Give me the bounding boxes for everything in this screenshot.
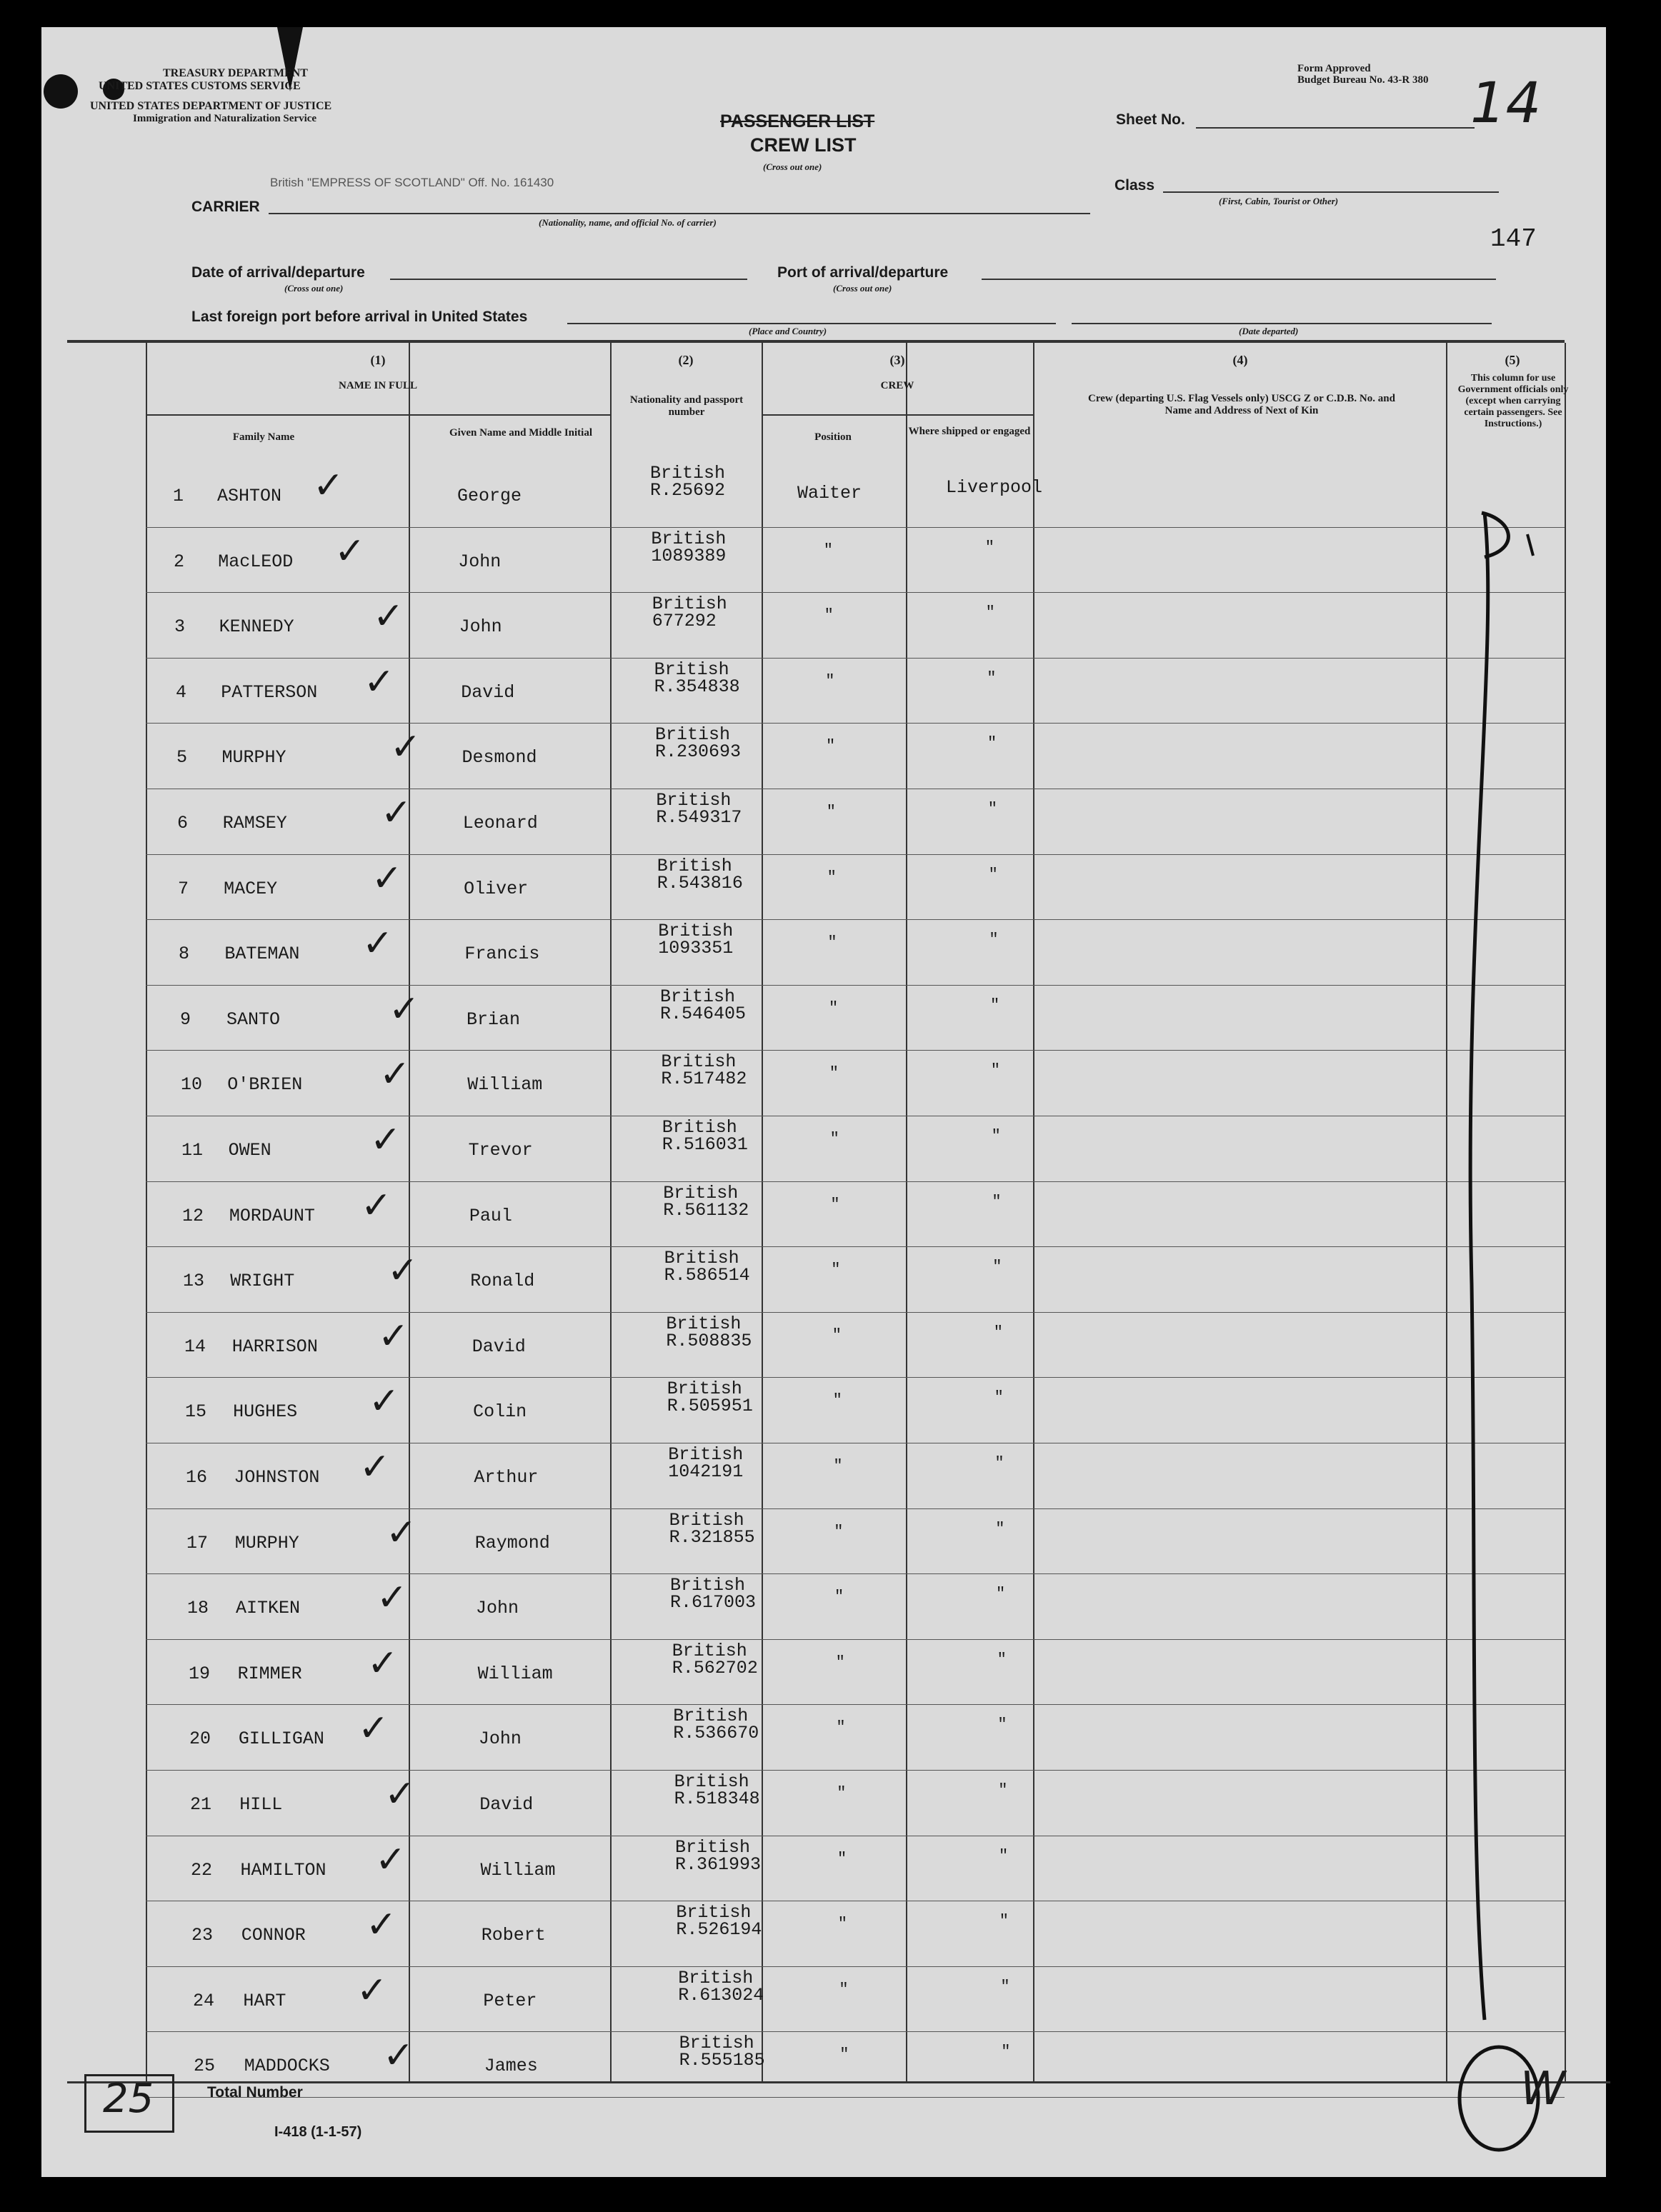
passport-number: R.516031: [662, 1134, 748, 1155]
check-mark: ✓: [373, 595, 404, 639]
where-shipped: ": [987, 669, 997, 687]
nationality: British: [675, 1836, 751, 1858]
last-port-line: [567, 323, 1056, 324]
where-shipped: ": [998, 1781, 1008, 1799]
position: ": [829, 999, 839, 1017]
where-shipped: ": [996, 1585, 1006, 1603]
col5-title: This column for use Government officials only (except when carrying certain passengers. See Instructions.): [1457, 373, 1569, 429]
place-note: (Place and Country): [749, 326, 827, 336]
row-number: 1: [173, 486, 184, 506]
check-mark: ✓: [378, 1314, 409, 1358]
nationality: British: [676, 1902, 752, 1923]
where-shipped: ": [997, 1650, 1007, 1668]
given-name: Desmond: [462, 747, 537, 769]
check-mark: ✓: [383, 2034, 414, 2078]
circled-mark: W: [1520, 2063, 1566, 2116]
sheet-line: [1196, 127, 1475, 129]
family-name: RIMMER: [237, 1663, 302, 1684]
table-row: [41, 1640, 1565, 1712]
family-name: AITKEN: [236, 1598, 301, 1619]
where-shipped: ": [999, 1846, 1009, 1865]
row-number: 8: [179, 944, 190, 965]
table-row: [41, 1117, 1565, 1188]
col2-number: (2): [678, 353, 694, 367]
table-row: [41, 1706, 1565, 1777]
class-label: Class: [1114, 177, 1155, 194]
where-shipped: ": [988, 865, 998, 884]
nationality: British: [660, 986, 736, 1007]
col1-title: NAME IN FULL: [338, 380, 417, 391]
family-name: WRIGHT: [230, 1271, 295, 1292]
table-row: [41, 1771, 1565, 1843]
given-name: David: [479, 1794, 534, 1815]
where-shipped: ": [995, 1519, 1005, 1538]
passport-number: R.546405: [660, 1003, 747, 1024]
header-rule: [762, 414, 1033, 416]
passport-number: 1093351: [658, 938, 734, 959]
family-name: MADDOCKS: [244, 2056, 330, 2077]
table-row: [41, 1836, 1565, 1908]
family-name: O'BRIEN: [227, 1074, 303, 1096]
table-row: [41, 1509, 1565, 1581]
total-value: 25: [103, 2076, 154, 2122]
table-row: [41, 1575, 1565, 1646]
passport-number: R.549317: [656, 807, 742, 828]
table-row: [41, 1378, 1565, 1450]
agency-line3: UNITED STATES DEPARTMENT OF JUSTICE: [90, 100, 332, 112]
row-number: 4: [176, 681, 187, 703]
where-shipped: ": [994, 1454, 1004, 1472]
family-name: KENNEDY: [219, 616, 294, 638]
row-number: 23: [191, 1925, 214, 1946]
table-row: [41, 986, 1565, 1058]
arrival-label: Date of arrival/departure: [191, 264, 365, 281]
position: ": [834, 1522, 844, 1541]
nationality: British: [656, 790, 732, 811]
check-mark: ✓: [384, 1773, 416, 1816]
date-note: (Date departed): [1239, 326, 1299, 336]
passport-number: R.354838: [654, 676, 740, 697]
budget-bureau: Budget Bureau No. 43-R 380: [1297, 74, 1429, 86]
where-shipped: Liverpool: [946, 477, 1043, 498]
row-number: 12: [182, 1205, 204, 1226]
col4-title: Crew (departing U.S. Flag Vessels only) USCG Z or C.D.B. No. and Name and Address of Next of Kin: [1088, 393, 1395, 416]
position: ": [834, 1588, 844, 1606]
form-approved: Form Approved: [1297, 63, 1371, 74]
handwritten-bracket: [1442, 499, 1585, 2156]
given-name: David: [461, 681, 515, 703]
col3-title: CREW: [880, 380, 914, 391]
check-mark: ✓: [381, 791, 412, 834]
passport-number: 677292: [652, 611, 717, 632]
given-name: John: [459, 616, 502, 638]
family-name: RAMSEY: [222, 813, 287, 834]
nationality: British: [670, 1575, 746, 1596]
passport-number: R.536670: [673, 1723, 759, 1744]
position: ": [826, 737, 836, 756]
row-number: 9: [180, 1009, 191, 1030]
where-shipped: ": [987, 734, 997, 753]
row-number: 3: [174, 616, 186, 638]
where-shipped: ": [1000, 1977, 1010, 1996]
row-number: 14: [184, 1336, 206, 1357]
position: ": [825, 671, 835, 690]
total-label: Total Number: [207, 2084, 303, 2101]
where-shipped: ": [984, 538, 994, 556]
row-number: 7: [178, 878, 189, 899]
carrier-value: British "EMPRESS OF SCOTLAND" Off. No. 161430: [270, 176, 554, 189]
table-row: [41, 921, 1565, 992]
nationality: British: [674, 1771, 749, 1792]
where-shipped: ": [991, 1127, 1001, 1145]
family-name: ASHTON: [217, 486, 282, 506]
passport-number: R.361993: [675, 1853, 762, 1875]
table-row: [41, 528, 1565, 600]
nationality: British: [654, 659, 729, 680]
position: ": [824, 606, 834, 625]
given-name: William: [477, 1663, 553, 1684]
family-name: HILL: [239, 1794, 283, 1815]
family-name: HARRISON: [231, 1336, 318, 1357]
row-number: 11: [181, 1140, 204, 1161]
where-shipped: ": [993, 1323, 1003, 1341]
row-number: 21: [190, 1794, 212, 1815]
where-shipped: ": [992, 1192, 1002, 1211]
table-row: [41, 855, 1565, 927]
family-name: MacLEOD: [218, 551, 294, 572]
row-number: 20: [189, 1728, 211, 1750]
passport-number: R.613024: [678, 1984, 764, 2006]
nationality: British: [658, 921, 734, 942]
check-mark: ✓: [376, 1576, 408, 1620]
passport-number: 1042191: [668, 1461, 744, 1482]
passport-number: R.561132: [663, 1199, 749, 1221]
position: ": [837, 1784, 847, 1802]
check-mark: ✓: [358, 1707, 389, 1751]
cross-out-note: (Cross out one): [763, 161, 822, 172]
nationality: British: [662, 1117, 737, 1138]
where-shipped: ": [989, 931, 999, 949]
nationality: British: [666, 1313, 742, 1334]
nationality: British: [652, 594, 727, 615]
check-mark: ✓: [390, 726, 422, 769]
where-shipped: ": [999, 1912, 1009, 1931]
passport-number: R.230693: [655, 741, 742, 763]
nationality: British: [672, 1640, 747, 1661]
passport-number: R.505951: [667, 1396, 753, 1417]
arrival-line: [390, 279, 747, 280]
row-number: 2: [174, 551, 185, 572]
where-shipped: ": [997, 1716, 1007, 1734]
row-number: 15: [185, 1401, 207, 1423]
given-name: William: [467, 1074, 543, 1096]
check-mark: ✓: [359, 1446, 391, 1488]
stamp-number: 147: [1490, 224, 1537, 254]
passport-number: R.517482: [661, 1069, 747, 1090]
crew-list-form: [41, 27, 1606, 2177]
check-mark: ✓: [364, 660, 395, 704]
nationality: British: [667, 1378, 742, 1400]
family-name: SANTO: [226, 1009, 281, 1030]
row-number: 19: [189, 1663, 211, 1684]
class-note: (First, Cabin, Tourist or Other): [1219, 196, 1339, 206]
nationality: British: [678, 1967, 754, 1988]
where-shipped: ": [994, 1388, 1004, 1407]
family-name-header: Family Name: [232, 431, 295, 443]
family-name: GILLIGAN: [238, 1728, 324, 1750]
port-label: Port of arrival/departure: [777, 264, 949, 281]
passport-number: R.617003: [670, 1592, 757, 1613]
nationality: British: [655, 724, 731, 746]
where-shipped: ": [987, 800, 997, 818]
position: ": [835, 1653, 845, 1671]
col3-number: (3): [889, 353, 905, 367]
row-number: 10: [181, 1074, 203, 1096]
col5-number: (5): [1505, 353, 1520, 367]
agency-line2: UNITED STATES CUSTOMS SERVICE: [99, 80, 301, 92]
family-name: HART: [243, 1990, 286, 2011]
passport-number: R.518348: [674, 1788, 760, 1809]
family-name: MURPHY: [234, 1532, 299, 1553]
check-mark: ✓: [379, 1053, 411, 1096]
given-name: Robert: [481, 1925, 546, 1946]
given-name: James: [484, 2056, 538, 2077]
given-name: George: [457, 486, 522, 506]
table-top-rule: [67, 340, 1565, 343]
nationality: British: [664, 1248, 739, 1269]
family-name: JOHNSTON: [234, 1467, 320, 1488]
ink-blot: [44, 74, 78, 109]
col2-title: Nationality and passport number: [629, 394, 744, 418]
given-name: William: [480, 1859, 556, 1881]
nationality: British: [657, 855, 732, 876]
nationality: British: [673, 1706, 749, 1727]
check-mark: ✓: [386, 1511, 417, 1554]
passport-number: 1089389: [651, 545, 727, 566]
given-name-header: Given Name and Middle Initial: [449, 427, 593, 439]
nationality: British: [679, 2033, 754, 2054]
given-name: John: [478, 1728, 522, 1750]
where-shipped-header: Where shipped or engaged: [908, 426, 1031, 437]
family-name: HAMILTON: [240, 1859, 326, 1881]
row-number: 22: [191, 1859, 213, 1881]
table-row: [41, 659, 1565, 731]
nationality: British: [669, 1509, 744, 1531]
passport-number: R.321855: [669, 1526, 755, 1548]
position: ": [830, 1195, 840, 1213]
given-name: David: [472, 1336, 526, 1357]
passport-number: R.25692: [650, 480, 726, 501]
given-name: Colin: [473, 1401, 527, 1423]
where-shipped: ": [1001, 2043, 1011, 2061]
family-name: CONNOR: [241, 1925, 306, 1946]
nationality: British: [650, 463, 726, 484]
table-row: [41, 1051, 1565, 1123]
where-shipped: ": [990, 1061, 1000, 1080]
table-row: [41, 1248, 1565, 1319]
sheet-label: Sheet No.: [1116, 111, 1185, 128]
port-line: [982, 279, 1496, 280]
check-mark: ✓: [371, 856, 403, 900]
position: ": [832, 1326, 842, 1344]
position: ": [837, 1915, 847, 1933]
table-row: [41, 1902, 1565, 1973]
port-note: (Cross out one): [833, 283, 892, 294]
passport-number: R.543816: [657, 872, 743, 894]
check-mark: ✓: [389, 987, 420, 1031]
carrier-line: [269, 213, 1090, 214]
check-mark: ✓: [366, 1903, 397, 1947]
crew-list-title: CREW LIST: [750, 134, 857, 156]
passport-number: R.508835: [666, 1330, 752, 1351]
sheet-number-handwritten: 14: [1470, 71, 1542, 136]
nationality: British: [651, 528, 727, 549]
row-number: 13: [183, 1271, 205, 1292]
given-name: Oliver: [464, 878, 529, 899]
last-port-label: Last foreign port before arrival in United States: [191, 309, 528, 325]
carrier-label: CARRIER: [191, 199, 260, 215]
check-mark: ✓: [367, 1641, 399, 1685]
table-row: [41, 724, 1565, 796]
check-mark: ✓: [361, 1183, 392, 1227]
position-header: Position: [814, 431, 852, 443]
given-name: Paul: [469, 1205, 512, 1226]
position: ": [837, 1849, 847, 1868]
check-mark: ✓: [375, 1838, 406, 1881]
position: ": [827, 934, 837, 952]
nationality: British: [661, 1051, 737, 1073]
class-line: [1163, 191, 1499, 193]
given-name: Raymond: [474, 1532, 550, 1553]
position: ": [836, 1718, 846, 1737]
passport-number: R.562702: [672, 1657, 758, 1678]
row-number: 17: [186, 1532, 209, 1553]
table-row: [41, 1313, 1565, 1385]
family-name: MACEY: [224, 878, 278, 899]
given-name: Leonard: [462, 813, 538, 834]
position: ": [831, 1261, 841, 1279]
table-row: [41, 790, 1565, 861]
given-name: Brian: [467, 1009, 521, 1030]
where-shipped: ": [985, 604, 995, 622]
header-rule: [146, 414, 610, 416]
table-row: [41, 594, 1565, 665]
position: Waiter: [797, 483, 862, 504]
row-number: 6: [177, 813, 189, 834]
where-shipped: ": [990, 996, 1000, 1014]
nationality: British: [663, 1182, 739, 1203]
position: ": [833, 1457, 843, 1475]
family-name: MURPHY: [221, 747, 286, 769]
family-name: BATEMAN: [224, 944, 300, 965]
position: ": [839, 2046, 849, 2064]
row-number: 5: [176, 747, 188, 769]
given-name: Arthur: [474, 1467, 539, 1488]
passenger-list-struck: PASSENGER LIST: [720, 111, 875, 131]
check-mark: ✓: [313, 464, 344, 507]
carrier-note: (Nationality, name, and official No. of carrier): [539, 217, 717, 228]
position: ": [829, 1064, 839, 1083]
position: ": [826, 803, 836, 821]
table-row: [41, 1182, 1565, 1254]
family-name: HUGHES: [233, 1401, 298, 1423]
agency-line1: TREASURY DEPARTMENT: [163, 67, 308, 79]
passport-number: R.586514: [664, 1265, 750, 1286]
given-name: Peter: [483, 1990, 537, 2011]
family-name: OWEN: [228, 1140, 271, 1161]
position: ": [829, 1130, 839, 1148]
arrival-note: (Cross out one): [284, 283, 344, 294]
where-shipped: ": [992, 1258, 1002, 1276]
check-mark: ✓: [362, 922, 394, 966]
given-name: John: [458, 551, 502, 572]
row-number: 25: [194, 2056, 216, 2077]
check-mark: ✓: [356, 1968, 388, 2012]
position: ": [823, 541, 833, 559]
family-name: MORDAUNT: [229, 1205, 315, 1226]
given-name: Ronald: [470, 1271, 535, 1292]
family-name: PATTERSON: [221, 681, 318, 703]
row-number: 16: [186, 1467, 208, 1488]
given-name: Francis: [464, 944, 540, 965]
row-number: 18: [187, 1598, 209, 1619]
date-departed-line: [1072, 323, 1492, 324]
check-mark: ✓: [370, 1118, 401, 1161]
form-id: I-418 (1-1-57): [274, 2124, 362, 2140]
table-row: [41, 1444, 1565, 1516]
passport-number: R.526194: [676, 1919, 762, 1941]
position: ": [827, 868, 837, 886]
table-row: [41, 1967, 1565, 2039]
given-name: Trevor: [468, 1140, 533, 1161]
given-name: John: [476, 1598, 519, 1619]
check-mark: ✓: [387, 1249, 419, 1293]
table-row: [41, 463, 1565, 534]
nationality: British: [668, 1444, 744, 1465]
col4-number: (4): [1232, 353, 1248, 367]
check-mark: ✓: [334, 529, 366, 573]
row-number: 24: [193, 1990, 215, 2011]
agency-line4: Immigration and Naturalization Service: [133, 113, 317, 124]
col1-number: (1): [370, 353, 386, 367]
position: ": [839, 1980, 849, 1998]
check-mark: ✓: [369, 1380, 400, 1423]
passport-number: R.555185: [679, 2050, 765, 2071]
position: ": [832, 1391, 842, 1410]
